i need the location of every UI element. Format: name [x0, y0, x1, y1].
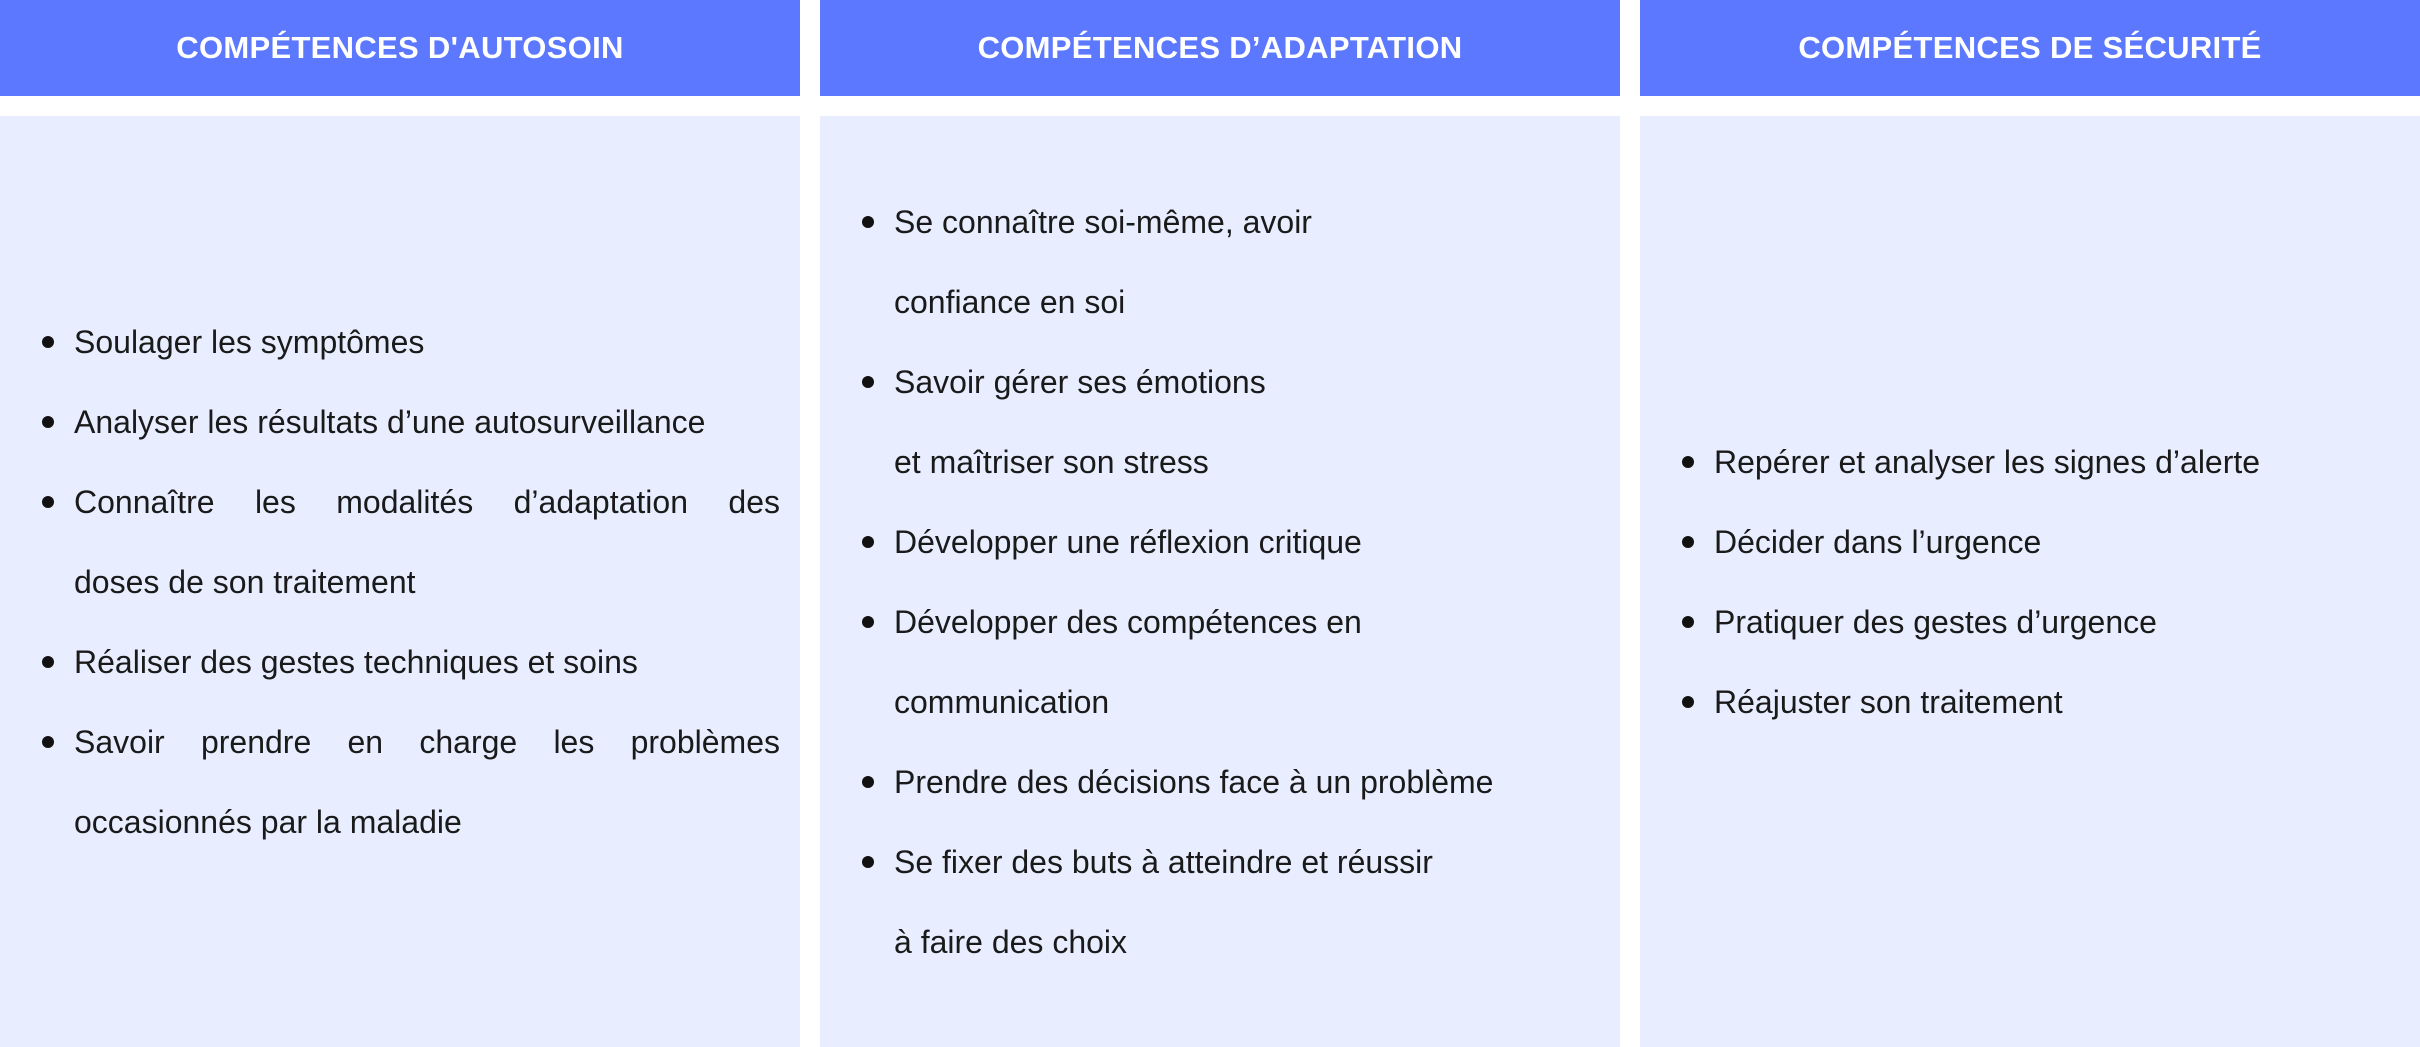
- bullet-icon: [862, 856, 874, 868]
- column-title: COMPÉTENCES D’ADAPTATION: [977, 30, 1463, 65]
- list-item-text: Analyser les résultats d’une autosurveillance: [74, 404, 706, 440]
- list-item-text: Pratiquer des gestes d’urgence: [1714, 604, 2157, 640]
- skills-list: [820, 182, 1620, 982]
- skills-list: [0, 302, 780, 862]
- list-item: [820, 342, 1620, 502]
- list-item-text: Soulager les symptômes: [74, 324, 425, 360]
- list-item-line: à faire des choix: [894, 924, 1128, 960]
- list-item-text: [74, 462, 780, 622]
- list-item-text: Réajuster son traitement: [1714, 684, 2063, 720]
- bullet-icon: [1682, 616, 1694, 628]
- bullet-icon: [1682, 456, 1694, 468]
- list-item: [1640, 662, 2420, 742]
- column-header: [0, 0, 800, 96]
- list-item-text: [74, 702, 780, 862]
- bullet-icon: [862, 776, 874, 788]
- bullet-icon: [862, 376, 874, 388]
- list-item: [820, 582, 1620, 742]
- bullet-icon: [42, 416, 54, 428]
- list-item-line: Connaître les modalités d’adaptation des: [74, 484, 780, 520]
- list-item: [0, 382, 780, 462]
- list-item-text: Prendre des décisions face à un problème: [894, 764, 1494, 800]
- bullet-icon: [1682, 696, 1694, 708]
- column-body: [0, 116, 800, 1047]
- list-item-line: confiance en soi: [894, 284, 1126, 320]
- list-item-line: Développer des compétences en: [894, 604, 1362, 640]
- bullet-icon: [42, 656, 54, 668]
- bullet-icon: [862, 536, 874, 548]
- bullet-icon: [862, 216, 874, 228]
- list-item: [1640, 582, 2420, 662]
- column-body: [1640, 116, 2420, 1047]
- bullet-icon: [862, 616, 874, 628]
- column-body: [820, 116, 1620, 1047]
- list-item: [1640, 422, 2420, 502]
- list-item-line: Se fixer des buts à atteindre et réussir: [894, 844, 1433, 880]
- list-item: [0, 302, 780, 382]
- list-item: [820, 822, 1620, 982]
- list-item-text: Réaliser des gestes techniques et soins: [74, 644, 638, 680]
- list-item-line: Se connaître soi-même, avoir: [894, 204, 1312, 240]
- list-item-line: et maîtriser son stress: [894, 444, 1209, 480]
- column-header: [820, 0, 1620, 96]
- list-item-line: Savoir gérer ses émotions: [894, 364, 1266, 400]
- column-title: COMPÉTENCES DE SÉCURITÉ: [1798, 30, 2262, 65]
- column-securite: [1640, 0, 2420, 1047]
- list-item-text: Développer une réflexion critique: [894, 524, 1362, 560]
- column-title: COMPÉTENCES D'AUTOSOIN: [176, 30, 624, 65]
- bullet-icon: [42, 336, 54, 348]
- list-item-line: Savoir prendre en charge les problèmes: [74, 724, 780, 760]
- list-item: [0, 462, 780, 622]
- skills-list: [1640, 422, 2420, 742]
- list-item: [820, 502, 1620, 582]
- list-item: [0, 702, 780, 862]
- list-item: [820, 182, 1620, 342]
- list-item-line: occasionnés par la maladie: [74, 804, 462, 840]
- column-header: [1640, 0, 2420, 96]
- list-item-line: doses de son traitement: [74, 564, 416, 600]
- bullet-icon: [42, 736, 54, 748]
- list-item: [820, 742, 1620, 822]
- list-item-text: Repérer et analyser les signes d’alerte: [1714, 444, 2261, 480]
- list-item-text: Décider dans l’urgence: [1714, 524, 2042, 560]
- list-item: [0, 622, 780, 702]
- list-item: [1640, 502, 2420, 582]
- bullet-icon: [42, 496, 54, 508]
- column-adaptation: [820, 0, 1620, 1047]
- column-autosoin: [0, 0, 800, 1047]
- bullet-icon: [1682, 536, 1694, 548]
- list-item-line: communication: [894, 684, 1110, 720]
